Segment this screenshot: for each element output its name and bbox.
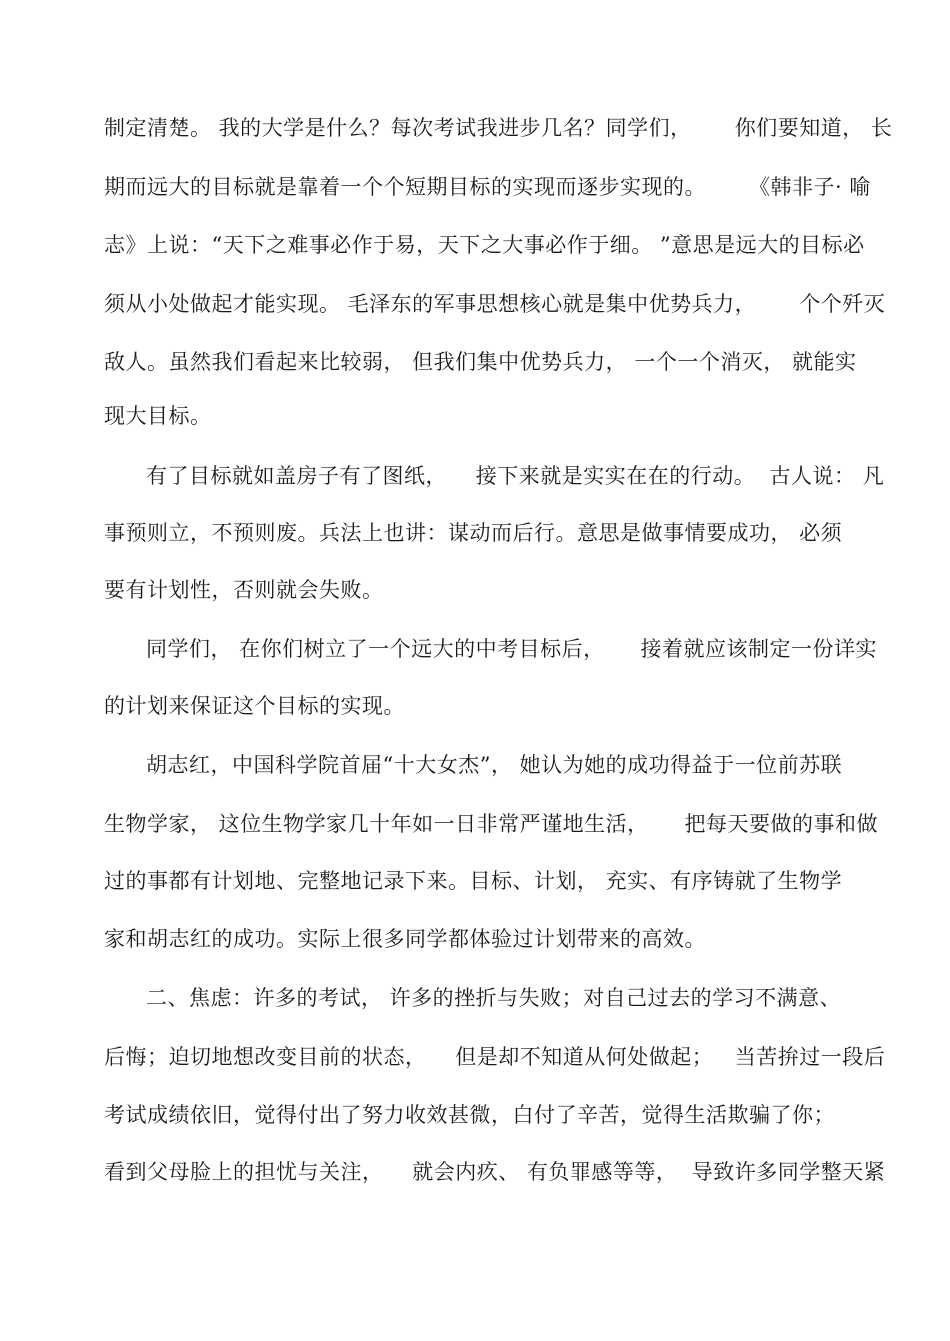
text-line-8: 事预则立，不预则废。兵法上也讲：谋动而后行。意思是做事情要成功， 必须 <box>104 521 843 545</box>
text-line-4: 须从小处做起才能实现。 毛泽东的军事思想核心就是集中优势兵力， 个个歼灭 <box>104 292 886 316</box>
text-line-10: 同学们， 在你们树立了一个远大的中考目标后， 接着就应该制定一份详实 <box>146 637 878 661</box>
text-line-7: 有了目标就如盖房子有了图纸， 接下来就是实实在在的行动。 古人说： 凡 <box>146 464 885 488</box>
text-line-6: 现大目标。 <box>104 404 212 428</box>
text-line-3: 志》上说：“天下之难事必作于易，天下之大事必作于细。 ”意思是远大的目标必 <box>104 233 865 257</box>
text-line-18: 考试成绩依旧，觉得付出了努力收效甚微，白付了辛苦，觉得生活欺骗了你； <box>104 1103 835 1127</box>
text-line-14: 过的事都有计划地、完整地记录下来。目标、计划， 充实、有序铸就了生物学 <box>104 869 843 893</box>
text-line-13: 生物学家， 这位生物学家几十年如一日非常严谨地生活， 把每天要做的事和做 <box>104 812 879 836</box>
text-line-15: 家和胡志红的成功。实际上很多同学都体验过计划带来的高效。 <box>104 927 706 951</box>
text-line-17: 后悔；迫切地想改变目前的状态， 但是却不知道从何处做起； 当苦拚过一段后 <box>104 1045 886 1069</box>
text-line-11: 的计划来保证这个目标的实现。 <box>104 694 405 718</box>
text-line-12: 胡志红，中国科学院首届“十大女杰”， 她认为她的成功得益于一位前苏联 <box>146 753 843 777</box>
text-line-5: 敌人。虽然我们看起来比较弱， 但我们集中优势兵力， 一个一个消灭， 就能实 <box>104 350 857 374</box>
text-line-2: 期而远大的目标就是靠着一个个短期目标的实现而逐步实现的。 《韩非子· 喻 <box>104 175 871 199</box>
text-line-1: 制定清楚。 我的大学是什么？每次考试我进步几名？同学们， 你们要知道， 长 <box>104 116 893 140</box>
text-line-16: 二、焦虑：许多的考试， 许多的挫折与失败；对自己过去的学习不满意、 <box>146 986 842 1010</box>
text-line-9: 要有计划性，否则就会失败。 <box>104 578 384 602</box>
text-line-19: 看到父母脸上的担忧与关注， 就会内疚、 有负罪感等等， 导致许多同学整天紧 <box>104 1160 886 1184</box>
